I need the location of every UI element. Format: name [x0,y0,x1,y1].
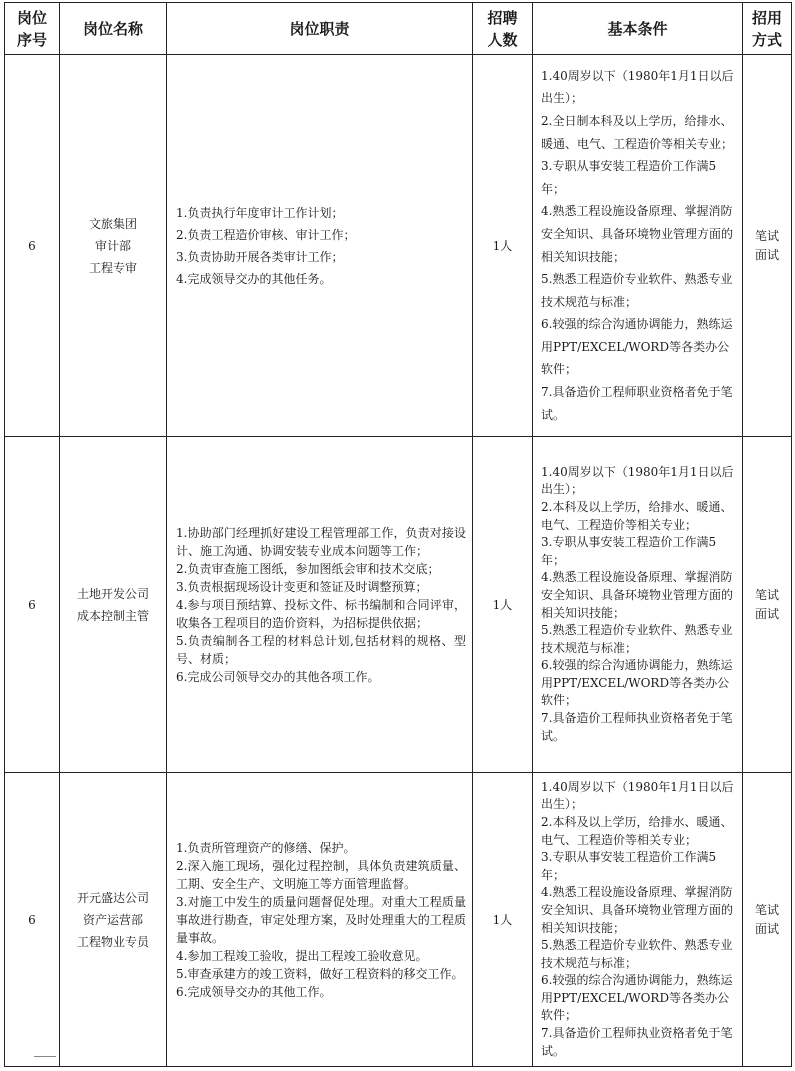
footnote-rule [34,1056,56,1057]
table-row [5,437,792,773]
row-conditions: 1.40周岁以下（1980年1月1日以后出生）； 2.本科及以上学历，给排水、暖通、电气、工程造价等相关专业； 3.专职从事安装工程造价工作满5年； 4.熟悉工程设施设备原理、掌握消防安全知识、具备环境物业管理方面的相关知识技能； 5.熟悉工程造价专业软件、熟悉专业技术规范与标准； 6.较强的综合沟通协调能力，熟练运用PPT/EXCEL/WORD等各类办公软件； 7.具备造价工程师执业资格者免于笔试。 [533,437,743,773]
row-duties: 1.协助部门经理抓好建设工程管理部工作，负责对接设计、施工沟通、协调安装专业成本问题等工作； 2.负责审查施工图纸，参加图纸会审和技术交底； 3.负责根据现场设计变更和签证及时调整预算； 4.参与项目预结算、投标文件、标书编制和合同评审，收集各工程项目的造价资料，为招标提供依据； 5.负责编制各工程的材料总计划,包括材料的规格、型号、材质； 6.完成公司领导交办的其他各项工作。 [167,437,473,773]
header-seq: 岗位 序号 [5,3,60,55]
table-row [5,773,792,1067]
row-count: 1人 [473,55,533,437]
row-count: 1人 [473,437,533,773]
row-count: 1人 [473,773,533,1067]
row-seq: 6 [5,55,60,437]
row-seq: 6 [5,773,60,1067]
row-duties: 1.负责执行年度审计工作计划； 2.负责工程造价审核、审计工作； 3.负责协助开展各类审计工作； 4.完成领导交办的其他任务。 [167,55,473,437]
header-row [5,3,792,55]
row-method: 笔试 面试 [743,773,792,1067]
row-position-name: 开元盛达公司 资产运营部 工程物业专员 [60,773,167,1067]
header-method: 招用 方式 [743,3,792,55]
row-position-name: 文旅集团 审计部 工程专审 [60,55,167,437]
header-conditions: 基本条件 [533,3,743,55]
row-conditions: 1.40周岁以下（1980年1月1日以后出生）； 2.本科及以上学历，给排水、暖通、电气、工程造价等相关专业； 3.专职从事安装工程造价工作满5年； 4.熟悉工程设施设备原理、掌握消防安全知识、具备环境物业管理方面的相关知识技能； 5.熟悉工程造价专业软件、熟悉专业技术规范与标准； 6.较强的综合沟通协调能力，熟练运用PPT/EXCEL/WORD等各类办公软件； 7.具备造价工程师执业资格者免于笔试。 [533,773,743,1067]
recruitment-table [4,2,792,1067]
header-count: 招聘 人数 [473,3,533,55]
table-row [5,55,792,437]
row-duties: 1.负责所管理资产的修缮、保护。 2.深入施工现场，强化过程控制，具体负责建筑质量、工期、安全生产、文明施工等方面管理监督。 3.对施工中发生的质量问题督促处理。对重大工程质量事故进行勘查，审定处理方案，及时处理重大的工程质量事故。 4.参加工程竣工验收，提出工程竣工验收意见。 5.审查承建方的竣工资料，做好工程资料的移交工作。 6.完成领导交办的其他工作。 [167,773,473,1067]
header-duties: 岗位职责 [167,3,473,55]
row-seq: 6 [5,437,60,773]
row-position-name: 土地开发公司 成本控制主管 [60,437,167,773]
header-name: 岗位名称 [60,3,167,55]
row-method: 笔试 面试 [743,437,792,773]
row-conditions: 1.40周岁以下（1980年1月1日以后出生）； 2.全日制本科及以上学历，给排水、暖通、电气、工程造价等相关专业； 3.专职从事安装工程造价工作满5年； 4.熟悉工程设施设备原理、掌握消防安全知识、具备环境物业管理方面的相关知识技能； 5.熟悉工程造价专业软件、熟悉专业技术规范与标准； 6.较强的综合沟通协调能力，熟练运用PPT/EXCEL/WORD等各类办公软件； 7.具备造价工程师职业资格者免于笔试。 [533,55,743,437]
row-method: 笔试 面试 [743,55,792,437]
